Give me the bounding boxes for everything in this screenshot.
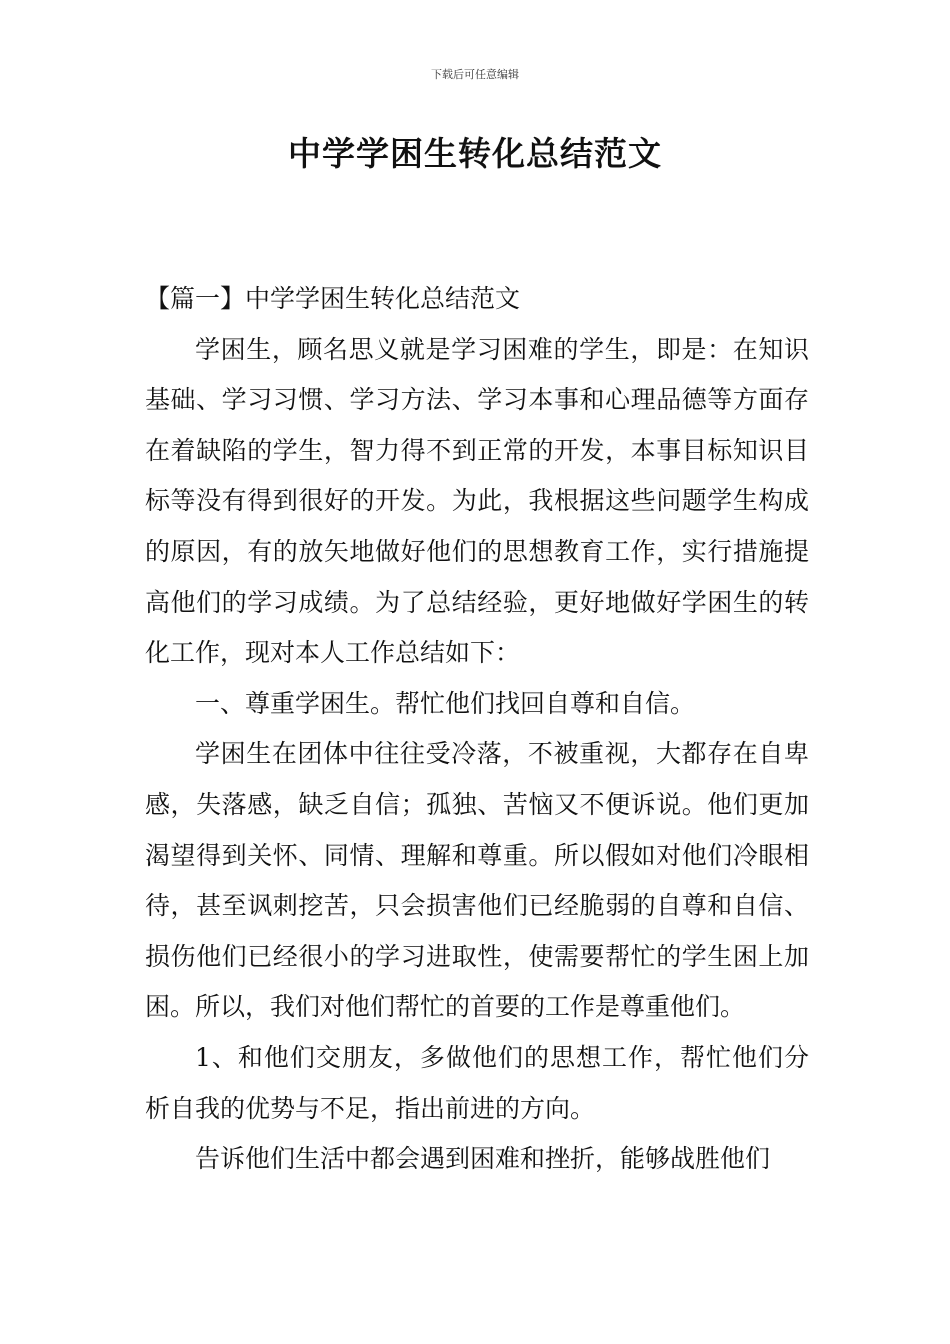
paragraph-item-1: 1、和他们交朋友，多做他们的思想工作，帮忙他们分析自我的优势与不足，指出前进的方向。 bbox=[145, 1042, 809, 1123]
paragraph-intro: 学困生，顾名思义就是学习困难的学生，即是：在知识基础、学习习惯、学习方法、学习本事和心理品德等方面存在着缺陷的学生，智力得不到正常的开发，本事目标知识目标等没有得到很好的开发。为此，我根据这些问题学生构成的原因，有的放矢地做好他们的思想教育工作，实行措施提高他们的学习成绩。为了总结经验，更好地做好学困生的转化工作，现对本人工作总结如下： bbox=[145, 334, 809, 668]
paragraph-respect: 学困生在团体中往往受冷落，不被重视，大都存在自卑感，失落感，缺乏自信；孤独、苦恼又不便诉说。他们更加渴望得到关怀、同情、理解和尊重。所以假如对他们冷眼相待，甚至讽刺挖苦，只会损害他们已经脆弱的自尊和自信、损伤他们已经很小的学习进取性，使需要帮忙的学生困上加困。所以，我们对他们帮忙的首要的工作是尊重他们。 bbox=[145, 739, 809, 1022]
document-body bbox=[145, 274, 809, 1185]
document-title: 中学学困生转化总结范文 bbox=[288, 134, 662, 173]
section-heading: 【篇一】中学学困生转化总结范文 bbox=[145, 284, 521, 313]
header-note: 下载后可任意编辑 bbox=[431, 68, 519, 81]
paragraph-continued: 告诉他们生活中都会遇到困难和挫折，能够战胜他们 bbox=[195, 1144, 771, 1174]
paragraph-point-one-heading: 一、尊重学困生。帮忙他们找回自尊和自信。 bbox=[195, 688, 696, 718]
